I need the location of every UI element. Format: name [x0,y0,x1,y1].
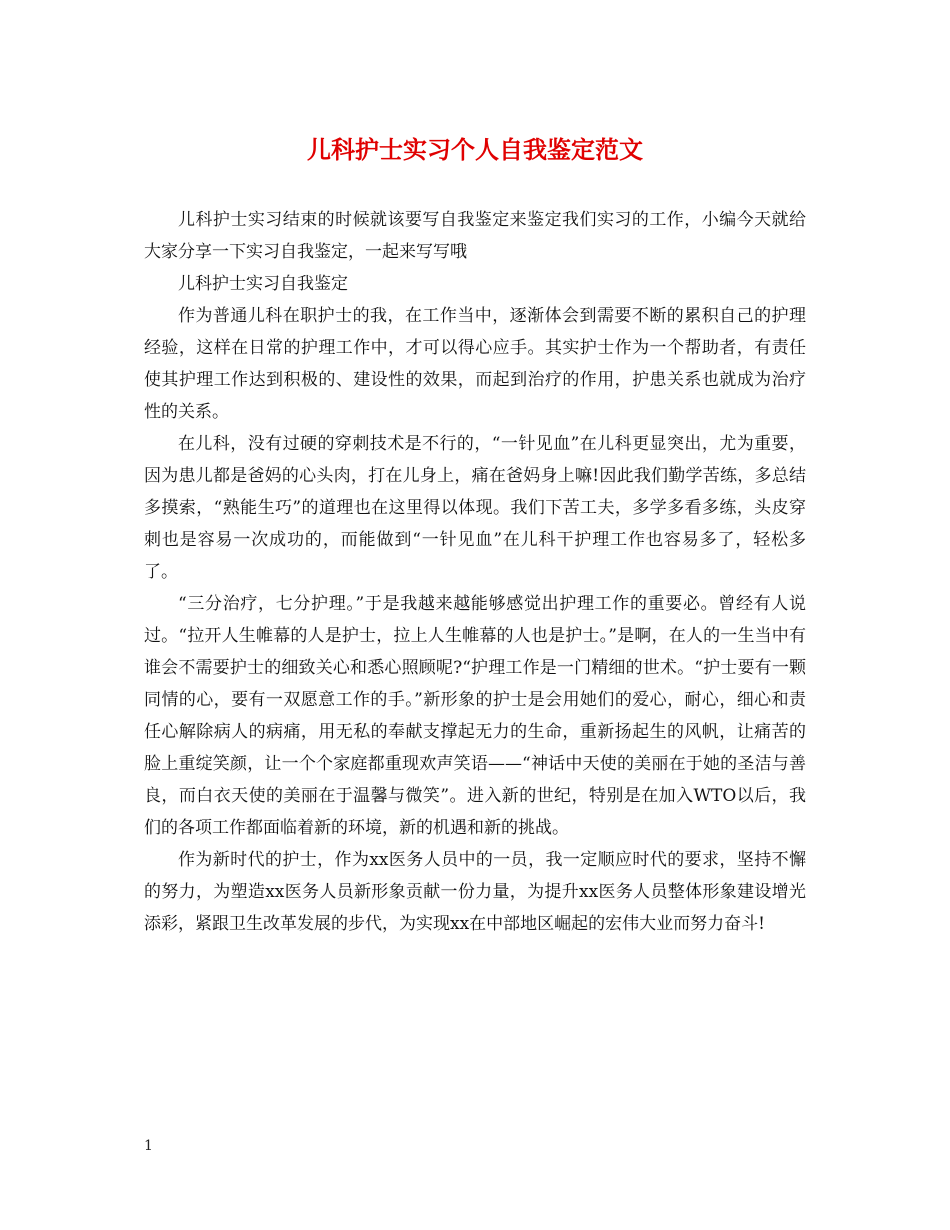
paragraph-intro: 儿科护士实习结束的时候就该要写自我鉴定来鉴定我们实习的工作，小编今天就给大家分享一下实习自我鉴定，一起来写写哦 [144,210,806,262]
paragraph-subheading: 儿科护士实习自我鉴定 [178,274,348,294]
paragraph-4: 作为新时代的护士，作为xx医务人员中的一员，我一定顺应时代的要求，坚持不懈的努力，为塑造xx医务人员新形象贡献一份力量，为提升xx医务人员整体形象建设增光添彩，紧跟卫生改革发展的步代，为实现xx在中部地区崛起的宏伟大业而努力奋斗! [144,850,806,934]
document-body [144,204,806,940]
paragraph-3: “三分治疗，七分护理。”于是我越来越能够感觉出护理工作的重要必。曾经有人说过。“拉开人生帷幕的人是护士，拉上人生帷幕的人也是护士。”是啊，在人的一生当中有谁会不需要护士的细致关心和悉心照顾呢?“护理工作是一门精细的世术。“护士要有一颗同情的心，要有一双愿意工作的手。”新形象的护士是会用她们的爱心，耐心，细心和责任心解除病人的病痛，用无私的奉献支撑起无力的生命，重新扬起生的风帆，让痛苦的脸上重绽笑颜，让一个个家庭都重现欢声笑语——“神话中天使的美丽在于她的圣洁与善良，而白衣天使的美丽在于温馨与微笑”。进入新的世纪，特别是在加入WTO以后，我们的各项工作都面临着新的环境，新的机遇和新的挑战。 [144,594,806,838]
document-title: 儿科护士实习个人自我鉴定范文 [307,135,643,164]
page-number: 1 [144,1138,153,1154]
paragraph-1: 作为普通儿科在职护士的我，在工作当中，逐渐体会到需要不断的累积自己的护理经验，这样在日常的护理工作中，才可以得心应手。其实护士作为一个帮助者，有责任使其护理工作达到积极的、建设性的效果，而起到治疗的作用，护患关系也就成为治疗性的关系。 [144,306,806,422]
paragraph-2: 在儿科，没有过硬的穿刺技术是不行的，“一针见血”在儿科更显突出，尤为重要，因为患儿都是爸妈的心头肉，打在儿身上，痛在爸妈身上嘛!因此我们勤学苦练，多总结多摸索，“熟能生巧”的道理也在这里得以体现。我们下苦工夫，多学多看多练，头皮穿刺也是容易一次成功的，而能做到“一针见血”在儿科干护理工作也容易多了，轻松多了。 [144,434,806,582]
